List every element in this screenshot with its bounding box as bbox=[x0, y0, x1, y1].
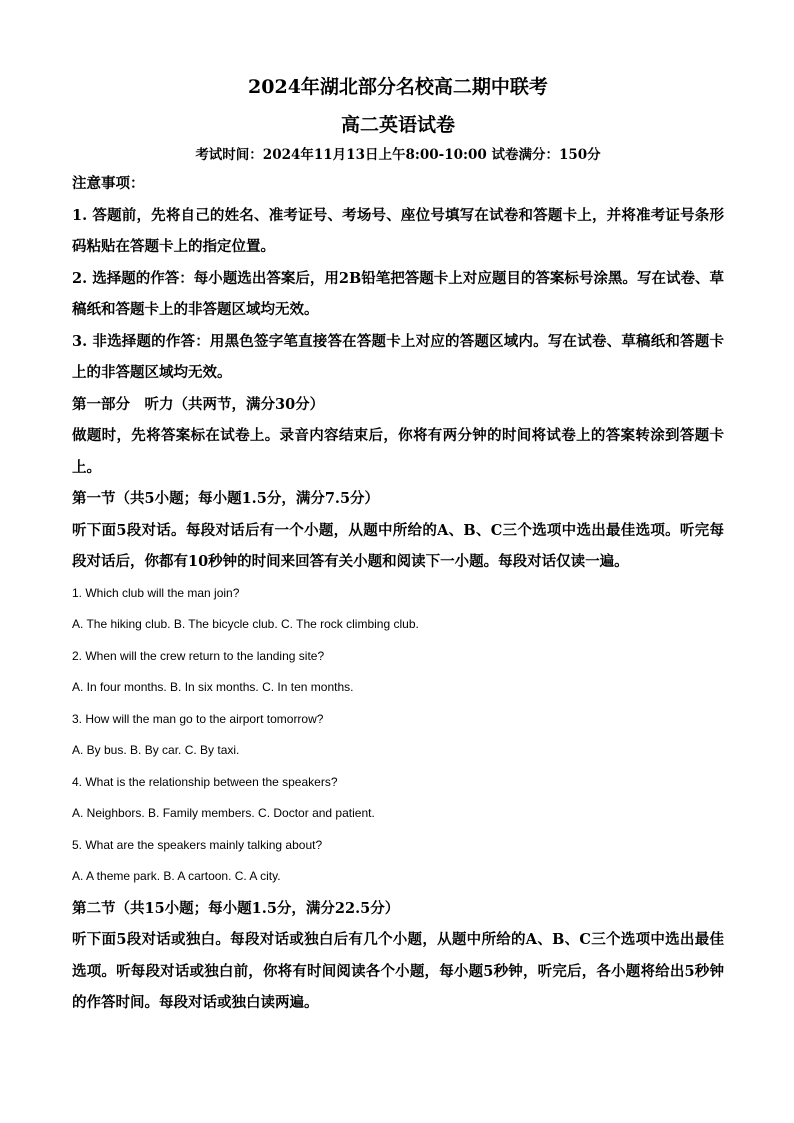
notice-heading: 注意事项： bbox=[72, 175, 145, 192]
question-3-options: A. By bus. B. By car. C. By taxi. bbox=[72, 743, 240, 757]
section-one-instruction: 听下面5段对话。每段对话后有一个小题，从题中所给的A、B、C三个选项中选出最佳选项。听完每段对话后，你都有10秒钟的时间来回答有关小题和阅读下一小题。每段对话仅读一遍。 bbox=[72, 521, 724, 570]
section-one bbox=[72, 483, 724, 893]
section-two bbox=[72, 893, 724, 1019]
question-5: 5. What are the speakers mainly talking about? bbox=[72, 837, 323, 852]
notice-item-2: 2. 选择题的作答：每小题选出答案后，用2B铅笔把答题卡上对应题目的答案标号涂黑。写在试卷、草稿纸和答题卡上的非答题区域均无效。 bbox=[72, 269, 724, 318]
part-one bbox=[72, 389, 724, 484]
section-two-heading: 第二节（共15小题；每小题1.5分，满分22.5分） bbox=[72, 899, 400, 917]
question-4-options: A. Neighbors. B. Family members. C. Doctor and patient. bbox=[72, 806, 375, 820]
question-5-options: A. A theme park. B. A cartoon. C. A city. bbox=[72, 869, 281, 883]
exam-title: 2024年湖北部分名校高二期中联考 bbox=[248, 76, 548, 98]
question-3: 3. How will the man go to the airport tomorrow? bbox=[72, 711, 324, 726]
exam-subtitle: 高二英语试卷 bbox=[340, 114, 455, 136]
exam-time-info: 考试时间：2024年11月13日上午8:00-10:00 试卷满分：150分 bbox=[195, 147, 601, 163]
question-1: 1. Which club will the man join? bbox=[72, 585, 240, 600]
notice-item-1: 1. 答题前，先将自己的姓名、准考证号、考场号、座位号填写在试卷和答题卡上，并将准考证号条形码粘贴在答题卡上的指定位置。 bbox=[72, 206, 724, 255]
question-4: 4. What is the relationship between the speakers? bbox=[72, 774, 338, 789]
part-one-heading: 第一部分 听力（共两节，满分30分） bbox=[72, 395, 325, 413]
question-1-options: A. The hiking club. B. The bicycle club. C. The rock climbing club. bbox=[72, 617, 419, 631]
exam-page bbox=[72, 74, 724, 1019]
notice-item-3: 3. 非选择题的作答：用黑色签字笔直接答在答题卡上对应的答题区域内。写在试卷、草稿纸和答题卡上的非答题区域均无效。 bbox=[72, 332, 724, 381]
section-two-instruction: 听下面5段对话或独白。每段对话或独白后有几个小题，从题中所给的A、B、C三个选项中选出最佳选项。听每段对话或独白前，你将有时间阅读各个小题，每小题5秒钟，听完后，各小题将给出5秒钟的作答时间。每段对话或独白读两遍。 bbox=[72, 931, 724, 1011]
question-2: 2. When will the crew return to the landing site? bbox=[72, 648, 325, 663]
question-2-options: A. In four months. B. In six months. C. In ten months. bbox=[72, 680, 354, 694]
notice-section bbox=[72, 168, 724, 389]
part-one-instruction: 做题时，先将答案标在试卷上。录音内容结束后，你将有两分钟的时间将试卷上的答案转涂到答题卡上。 bbox=[72, 427, 724, 476]
section-one-heading: 第一节（共5小题；每小题1.5分，满分7.5分） bbox=[72, 490, 380, 507]
